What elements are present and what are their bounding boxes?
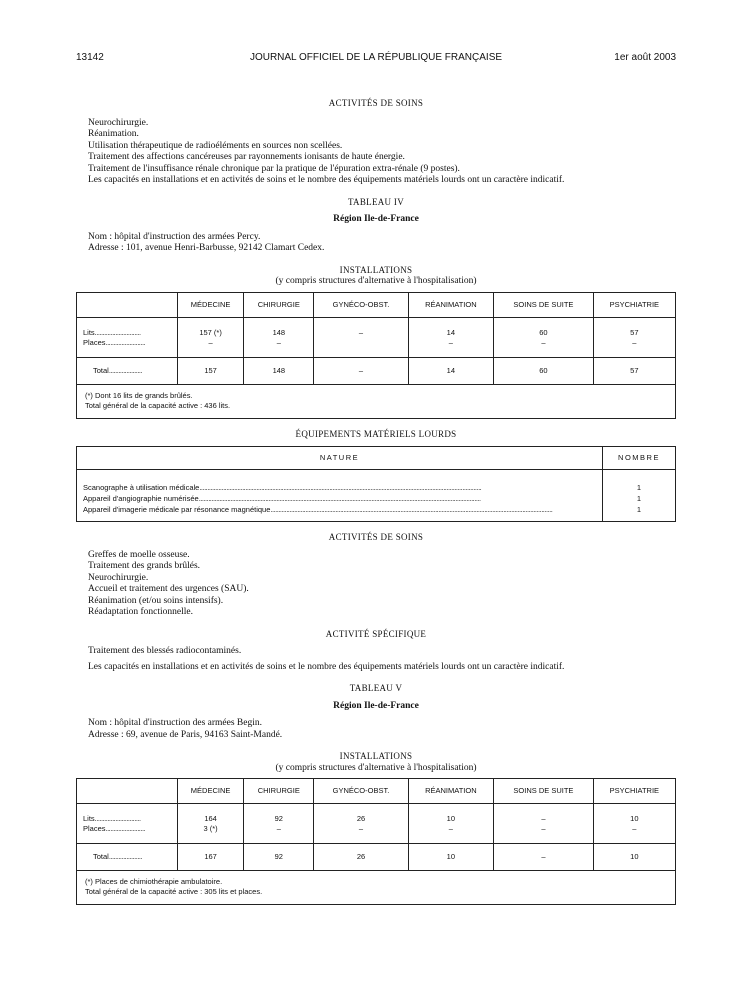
cell-value: 92 — [244, 844, 314, 871]
column-header: RÉANIMATION — [408, 292, 494, 317]
list-item: Neurochirurgie. — [88, 572, 149, 583]
page-body — [76, 98, 676, 905]
equipment-count: 1 — [636, 505, 642, 514]
list-item: Les capacités en installations et en activités de soins et le nombre des équipements matériels lourds ont un caractère indicatif. — [88, 175, 565, 185]
total-row: Total..................... 157 148 – 14 60 57 — [77, 357, 676, 384]
activities-list — [76, 550, 676, 619]
installations-subheading: (y compris structures d'alternative à l'hospitalisation) — [275, 762, 477, 773]
row-labels: Lits............................. Places......................... — [77, 317, 178, 357]
cell-value: 3 (*) — [203, 824, 218, 833]
column-header: GYNÉCO-OBST. — [314, 779, 408, 804]
cell-value: 10 — [593, 844, 675, 871]
list-item: Réanimation. — [88, 129, 139, 139]
cell-value: 92 — [274, 814, 283, 823]
cell-value: – — [358, 327, 364, 337]
installations-heading: INSTALLATIONS — [339, 264, 413, 275]
tableau-title: TABLEAU V — [349, 683, 403, 693]
equipment-label: Scanographe à utilisation médicale — [83, 483, 200, 492]
column-header: PSYCHIATRIE — [593, 779, 675, 804]
cell-value: – — [276, 337, 281, 347]
specific-activity-list — [76, 646, 676, 673]
cell-value: 14 — [408, 357, 494, 384]
cell-value: – — [276, 824, 281, 833]
cell-value: – — [314, 357, 408, 384]
page-number: 13142 — [76, 52, 104, 63]
cell-value: 157 — [178, 357, 244, 384]
cell-value: – — [541, 337, 546, 347]
table-row — [77, 804, 676, 844]
section-heading: ACTIVITÉ SPÉCIFIQUE — [325, 628, 427, 639]
list-item: Greffes de moelle osseuse. — [88, 549, 190, 560]
page-header — [76, 52, 676, 66]
region-title: Région Ile-de-France — [333, 700, 419, 711]
cell-value: – — [358, 824, 364, 833]
column-header: RÉANIMATION — [408, 779, 494, 804]
table-notes — [77, 871, 676, 905]
row-label-places: Places — [83, 337, 106, 347]
table-notes — [77, 384, 676, 418]
cell-value: – — [632, 824, 637, 833]
cell-value: – — [208, 337, 213, 347]
cell-value: – — [541, 814, 546, 823]
table-row: Scanographe à utilisation médicale.................................................................................................................................................................................. Appareil d'angiographie numérisée.................................................................................................................................................................................. Appareil d'imagerie médicale par résonance magnétique.................................................................................................................................................................................. 1 1 1 — [77, 470, 676, 522]
installations-subheading: (y compris structures d'alternative à l'hospitalisation) — [275, 276, 477, 286]
row-label-lits: Lits — [83, 327, 95, 337]
section-heading: ACTIVITÉS DE SOINS — [328, 98, 424, 108]
column-header: NOMBRE — [603, 447, 676, 470]
column-header: MÉDECINE — [178, 779, 244, 804]
row-label-total: Total — [93, 852, 109, 861]
column-header: CHIRURGIE — [244, 779, 314, 804]
row-label-lits: Lits — [83, 814, 95, 823]
list-item: Traitement des grands brûlés. — [88, 561, 201, 571]
footnote: (*) Places de chimiothérapie ambulatoire. — [85, 877, 223, 886]
list-item: Les capacités en installations et en activités de soins et le nombre des équipements matériels lourds ont un caractère indicatif. — [88, 661, 565, 672]
list-item: Utilisation thérapeutique de radioéléments en sources non scellées. — [88, 140, 343, 151]
cell-value: 164 — [204, 814, 217, 823]
list-item: Neurochirurgie. — [88, 117, 149, 128]
column-header: CHIRURGIE — [244, 292, 314, 317]
column-header: MÉDECINE — [178, 292, 244, 317]
cell-value: – — [494, 844, 594, 871]
cell-value: 60 — [494, 357, 594, 384]
list-item: Traitement de l'insuffisance rénale chronique par la pratique de l'épuration extra-rénale (9 postes). — [88, 163, 460, 174]
equipment-count: 1 — [636, 494, 642, 503]
cell-value: – — [541, 824, 546, 833]
cell-value — [314, 338, 407, 348]
cell-value: 60 — [539, 327, 548, 337]
journal-title: JOURNAL OFFICIEL DE LA RÉPUBLIQUE FRANÇAISE — [249, 52, 503, 63]
cell-value: 26 — [356, 814, 366, 823]
list-item: Réanimation (et/ou soins intensifs). — [88, 595, 224, 606]
equipment-heading: ÉQUIPEMENTS MATÉRIELS LOURDS — [295, 428, 457, 439]
equipment-label: Appareil d'imagerie médicale par résonance magnétique — [83, 505, 271, 514]
cell-value: 148 — [244, 357, 314, 384]
cell-value: – — [632, 337, 637, 347]
footnote: Total général de la capacité active : 436 lits. — [85, 400, 231, 410]
installations-heading: INSTALLATIONS — [339, 751, 413, 761]
equipment-table — [76, 446, 676, 522]
table-row — [77, 317, 676, 357]
cell-value: 14 — [446, 327, 456, 337]
row-label-places: Places — [83, 824, 106, 833]
publication-date: 1er août 2003 — [614, 52, 676, 63]
installations-table — [76, 292, 676, 419]
cell-value: 10 — [630, 814, 639, 823]
cell-value: 157 (*) — [199, 327, 222, 337]
list-item: Traitement des affections cancéreuses par rayonnements ionisants de haute énergie. — [88, 152, 405, 162]
cell-value: 57 — [630, 327, 639, 337]
cell-value: 148 — [272, 327, 286, 337]
cell-value: – — [448, 337, 453, 347]
table-corner — [77, 779, 178, 804]
activities-list — [76, 118, 676, 187]
row-labels: Lits............................. Places......................... — [77, 804, 178, 844]
hospital-address: Adresse : 69, avenue de Paris, 94163 Saint-Mandé. — [88, 729, 283, 740]
cell-value: 26 — [314, 844, 408, 871]
list-item: Réadaptation fonctionnelle. — [88, 607, 193, 617]
cell-value: 167 — [178, 844, 244, 871]
hospital-address: Adresse : 101, avenue Henri-Barbusse, 92142 Clamart Cedex. — [88, 243, 325, 253]
list-item: Traitement des blessés radiocontaminés. — [88, 646, 242, 656]
equipment-label: Appareil d'angiographie numérisée — [83, 494, 199, 503]
cell-value: 57 — [593, 357, 675, 384]
section-heading: ACTIVITÉS DE SOINS — [328, 532, 424, 542]
list-item: Accueil et traitement des urgences (SAU). — [88, 584, 249, 594]
row-label-total: Total — [93, 365, 109, 375]
footnote: (*) Dont 16 lits de grands brûlés. — [85, 390, 193, 400]
region-title: Région Ile-de-France — [333, 214, 419, 224]
hospital-name: Nom : hôpital d'instruction des armées Begin. — [88, 718, 263, 728]
cell-value: – — [448, 824, 453, 833]
footnote: Total général de la capacité active : 305 lits et places. — [85, 887, 263, 896]
column-header: PSYCHIATRIE — [593, 292, 675, 317]
hospital-name: Nom : hôpital d'instruction des armées Percy. — [88, 231, 261, 242]
cell-value: 10 — [446, 814, 456, 823]
column-header: SOINS DE SUITE — [494, 779, 594, 804]
column-header: GYNÉCO-OBST. — [314, 292, 408, 317]
cell-value: 10 — [408, 844, 494, 871]
total-row: Total..................... 167 92 26 10 – 10 — [77, 844, 676, 871]
installations-table — [76, 778, 676, 905]
tableau-title: TABLEAU IV — [347, 196, 405, 207]
column-header: SOINS DE SUITE — [494, 292, 594, 317]
equipment-count: 1 — [636, 483, 642, 492]
column-header: NATURE — [77, 447, 603, 470]
table-corner — [77, 292, 178, 317]
